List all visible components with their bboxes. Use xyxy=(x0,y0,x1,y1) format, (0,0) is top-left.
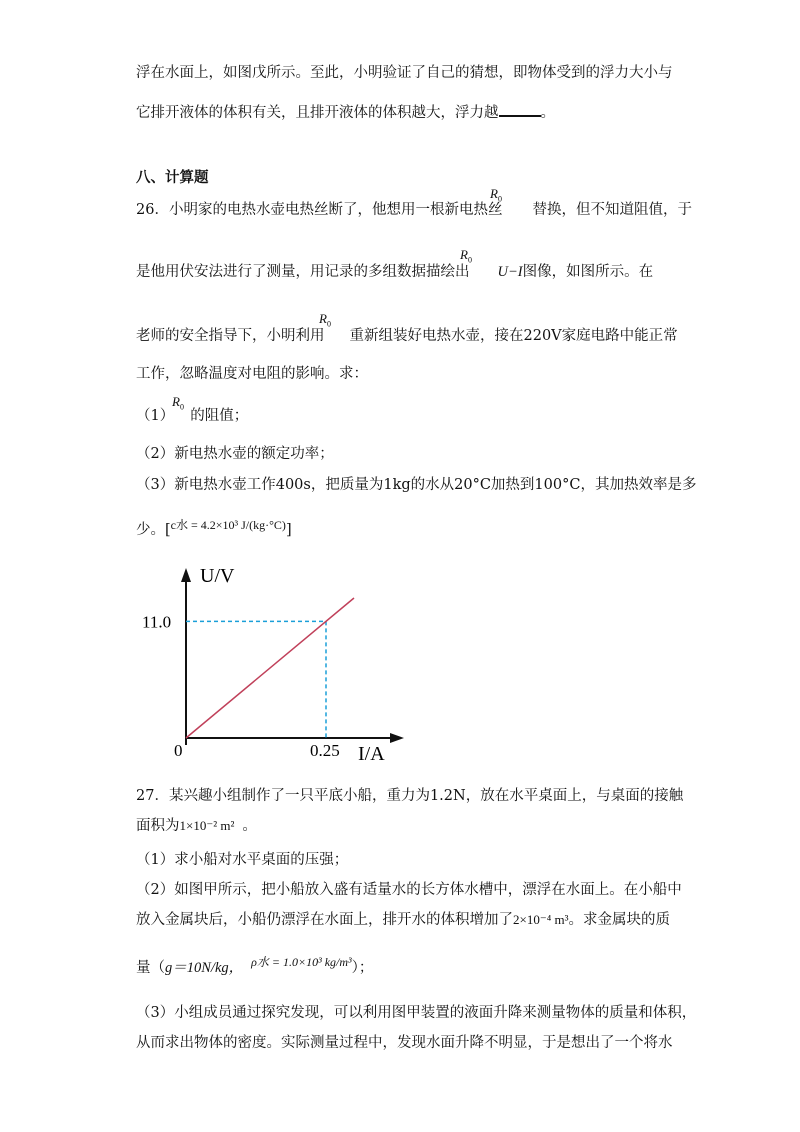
text-segment: ）； xyxy=(351,960,374,976)
y-axis xyxy=(181,568,191,745)
volume-value: 2×10⁻⁴ m³ xyxy=(513,912,569,927)
text-line xyxy=(136,955,374,978)
text-segment: 替换，但不知道阻值，于 xyxy=(532,202,692,218)
sub-question: （3）小组成员通过探究发现，可以利用图甲装置的液面升降来测量物体的质量和体积， xyxy=(136,1005,697,1021)
text-segment: 面积为 xyxy=(136,818,180,834)
text-segment: 26．小明家的电热水壶电热丝断了，他想用一根新电热丝 xyxy=(136,202,503,218)
text-segment: 老师的安全指导下，小明利用 xyxy=(136,328,325,344)
y-tick-label: 11.0 xyxy=(142,612,172,632)
y-axis-label: U/V xyxy=(200,565,235,587)
text-line xyxy=(136,326,678,346)
text-segment: 图像，如图所示。在 xyxy=(522,264,654,280)
x-tick-label: 0.25 xyxy=(310,741,340,760)
text-line xyxy=(136,816,257,836)
text-line xyxy=(136,910,670,930)
density-formula: ρ水 = 1.0×10³ kg/m³ xyxy=(251,955,352,969)
x-axis-label: I/A xyxy=(358,743,385,765)
sub-question: （1）求小船对水平桌面的压强； xyxy=(136,852,349,868)
math-expression: U−I xyxy=(497,264,523,280)
specific-heat-formula: c水 = 4.2×10³ J/(kg·°C) xyxy=(170,518,286,532)
r0-symbol: $R_0$ xyxy=(490,186,502,204)
text-segment: 少。[ xyxy=(136,522,171,538)
origin-label: 0 xyxy=(174,741,183,760)
sub-question: （3）新电热水壶工作400s，把质量为1kg的水从20°C加热到100°C，其加热效率是多 xyxy=(136,477,697,493)
area-value: 1×10⁻² m² xyxy=(179,818,235,833)
text-line xyxy=(136,520,292,540)
text-line: 从而求出物体的密度。实际测量过程中，发现水面升降不明显，于是想出了一个将水 xyxy=(136,1035,673,1051)
text-segment: 是他用伏安法进行了测量，用记录的多组数据描绘出 xyxy=(136,264,470,280)
section-heading: 八、计算题 xyxy=(136,169,209,186)
sub-question xyxy=(136,406,248,426)
u-i-graph xyxy=(136,560,456,770)
x-axis xyxy=(186,733,404,743)
text-line: 工作，忽略温度对电阻的影响。求： xyxy=(136,366,368,382)
data-line xyxy=(186,598,354,738)
text-segment: 。 xyxy=(540,105,555,121)
text-line xyxy=(136,101,555,123)
text-line xyxy=(136,262,653,282)
gravity-constant: g＝10N/kg， xyxy=(165,960,244,976)
sub-question: （2）新电热水壶的额定功率； xyxy=(136,446,334,462)
r0-symbol: $R_0$ xyxy=(319,311,331,329)
text-segment: 。 xyxy=(242,818,257,834)
text-segment: 它排开液体的体积有关，且排开液体的体积越大，浮力越 xyxy=(136,105,499,121)
text-segment: ] xyxy=(285,522,292,538)
text-segment: 放入金属块后，小船仍漂浮在水面上，排开水的体积增加了 xyxy=(136,912,513,928)
text-segment: （1） xyxy=(136,408,175,424)
text-segment: 。求金属块的质 xyxy=(568,912,670,928)
text-line: 浮在水面上，如图戊所示。至此，小明验证了自己的猜想，即物体受到的浮力大小与 xyxy=(136,65,673,81)
y-axis-arrow-icon xyxy=(181,568,191,582)
r0-symbol: $R_0$ xyxy=(172,394,184,412)
r0-symbol: $R_0$ xyxy=(460,247,472,265)
text-line xyxy=(136,200,692,220)
text-segment: 的阻值； xyxy=(190,408,249,424)
x-axis-arrow-icon xyxy=(390,733,404,743)
text-segment: 量（ xyxy=(136,960,165,976)
sub-question: （2）如图甲所示，把小船放入盛有适量水的长方体水槽中，漂浮在水面上。在小船中 xyxy=(136,882,682,898)
text-segment: 重新组装好电热水壶，接在220V家庭电路中能正常 xyxy=(349,328,678,344)
answer-blank xyxy=(499,101,541,117)
text-line: 27．某兴趣小组制作了一只平底小船，重力为1.2N，放在水平桌面上，与桌面的接触 xyxy=(136,788,684,804)
